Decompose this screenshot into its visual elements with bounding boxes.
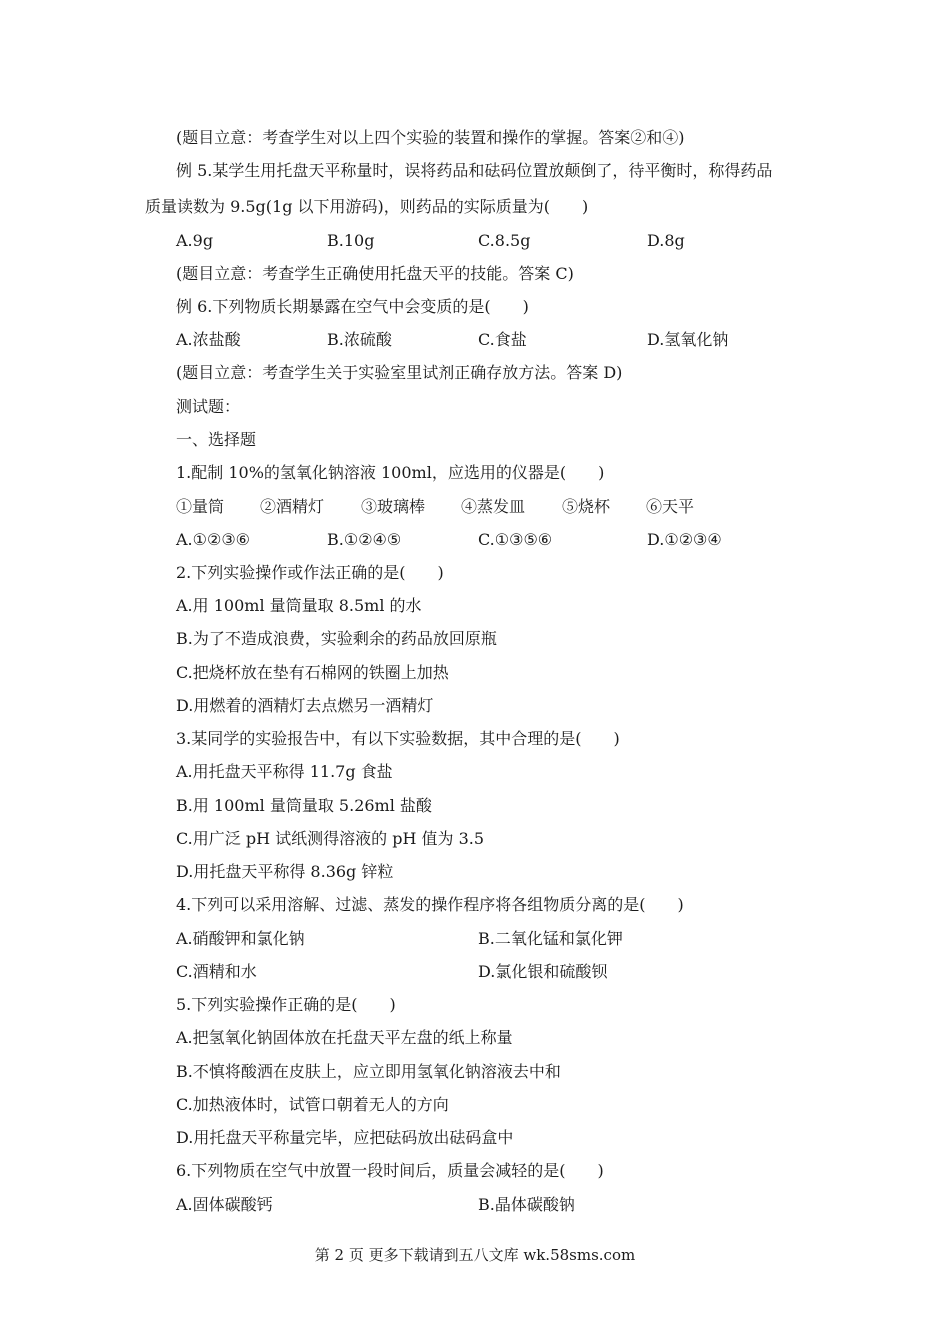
ex5-rationale: (题目立意：考查学生正确使用托盘天平的技能。答案 C) xyxy=(176,264,574,283)
option-c: C.酒精和水 xyxy=(176,962,257,981)
item-4: ④蒸发皿 xyxy=(461,497,526,516)
option-c: C.8.5g xyxy=(478,231,531,250)
test-heading: 测试题： xyxy=(176,397,241,416)
q6-options xyxy=(0,1194,950,1216)
option-a: A.①②③⑥ xyxy=(176,530,251,549)
q5-question: 5.下列实验操作正确的是( ) xyxy=(176,995,396,1014)
q4-options-row2 xyxy=(0,961,950,983)
q3-question: 3.某同学的实验报告中，有以下实验数据，其中合理的是( ) xyxy=(176,729,620,748)
option-b: B.10g xyxy=(327,231,375,250)
q5-option-d: D.用托盘天平称量完毕，应把砝码放出砝码盒中 xyxy=(176,1128,514,1147)
option-a: A.固体碳酸钙 xyxy=(176,1195,273,1214)
ex6-options xyxy=(0,329,950,351)
q4-question: 4.下列可以采用溶解、过滤、蒸发的操作程序将各组物质分离的是( ) xyxy=(176,895,684,914)
q3-option-d: D.用托盘天平称得 8.36g 锌粒 xyxy=(176,862,394,881)
q1-items xyxy=(0,496,950,518)
item-5: ⑤烧杯 xyxy=(562,497,611,516)
option-a: A.浓盐酸 xyxy=(176,330,241,349)
option-a: A.9g xyxy=(176,231,214,250)
item-6: ⑥天平 xyxy=(646,497,695,516)
option-b: B.浓硫酸 xyxy=(327,330,392,349)
q5-option-a: A.把氢氧化钠固体放在托盘天平左盘的纸上称量 xyxy=(176,1028,513,1047)
option-d: D.8g xyxy=(647,231,685,250)
ex5-question: 例 5.某学生用托盘天平称量时，误将药品和砝码位置放颠倒了，待平衡时，称得药品 xyxy=(176,161,773,180)
q6-question: 6.下列物质在空气中放置一段时间后，质量会减轻的是( ) xyxy=(176,1161,604,1180)
ex4-rationale: (题目立意：考查学生对以上四个实验的装置和操作的掌握。答案②和④) xyxy=(176,128,685,147)
item-3: ③玻璃棒 xyxy=(361,497,426,516)
ex6-question: 例 6.下列物质长期暴露在空气中会变质的是( ) xyxy=(176,297,529,316)
q4-options-row1 xyxy=(0,928,950,950)
q2-question: 2.下列实验操作或作法正确的是( ) xyxy=(176,563,444,582)
option-c: C.食盐 xyxy=(478,330,527,349)
option-a: A.硝酸钾和氯化钠 xyxy=(176,929,305,948)
ex6-rationale: (题目立意：考查学生关于实验室里试剂正确存放方法。答案 D) xyxy=(176,363,623,382)
section-heading: 一、选择题 xyxy=(176,430,257,449)
q5-option-b: B.不慎将酸洒在皮肤上，应立即用氢氧化钠溶液去中和 xyxy=(176,1062,561,1081)
q2-option-b: B.为了不造成浪费，实验剩余的药品放回原瓶 xyxy=(176,629,497,648)
option-d: D.氢氧化钠 xyxy=(647,330,729,349)
q1-options xyxy=(0,529,950,551)
q3-option-a: A.用托盘天平称得 11.7g 食盐 xyxy=(176,762,393,781)
option-b: B.二氧化锰和氯化钾 xyxy=(478,929,623,948)
q5-option-c: C.加热液体时，试管口朝着无人的方向 xyxy=(176,1095,449,1114)
ex5-question-cont: 质量读数为 9.5g(1g 以下用游码)，则药品的实际质量为( ) xyxy=(145,197,589,216)
option-b: B.晶体碳酸钠 xyxy=(478,1195,575,1214)
option-d: D.①②③④ xyxy=(647,530,722,549)
option-c: C.①③⑤⑥ xyxy=(478,530,553,549)
option-d: D.氯化银和硫酸钡 xyxy=(478,962,608,981)
page-footer: 第 2 页 更多下载请到五八文库 wk.58sms.com xyxy=(314,1246,636,1264)
item-1: ①量筒 xyxy=(176,497,225,516)
q3-option-c: C.用广泛 pH 试纸测得溶液的 pH 值为 3.5 xyxy=(176,829,485,848)
option-b: B.①②④⑤ xyxy=(327,530,402,549)
q2-option-a: A.用 100ml 量筒量取 8.5ml 的水 xyxy=(176,596,422,615)
q3-option-b: B.用 100ml 量筒量取 5.26ml 盐酸 xyxy=(176,796,432,815)
ex5-options xyxy=(0,230,950,252)
item-2: ②酒精灯 xyxy=(260,497,325,516)
q2-option-c: C.把烧杯放在垫有石棉网的铁圈上加热 xyxy=(176,663,449,682)
q2-option-d: D.用燃着的酒精灯去点燃另一酒精灯 xyxy=(176,696,434,715)
q1-question: 1.配制 10%的氢氧化钠溶液 100ml，应选用的仪器是( ) xyxy=(176,463,605,482)
